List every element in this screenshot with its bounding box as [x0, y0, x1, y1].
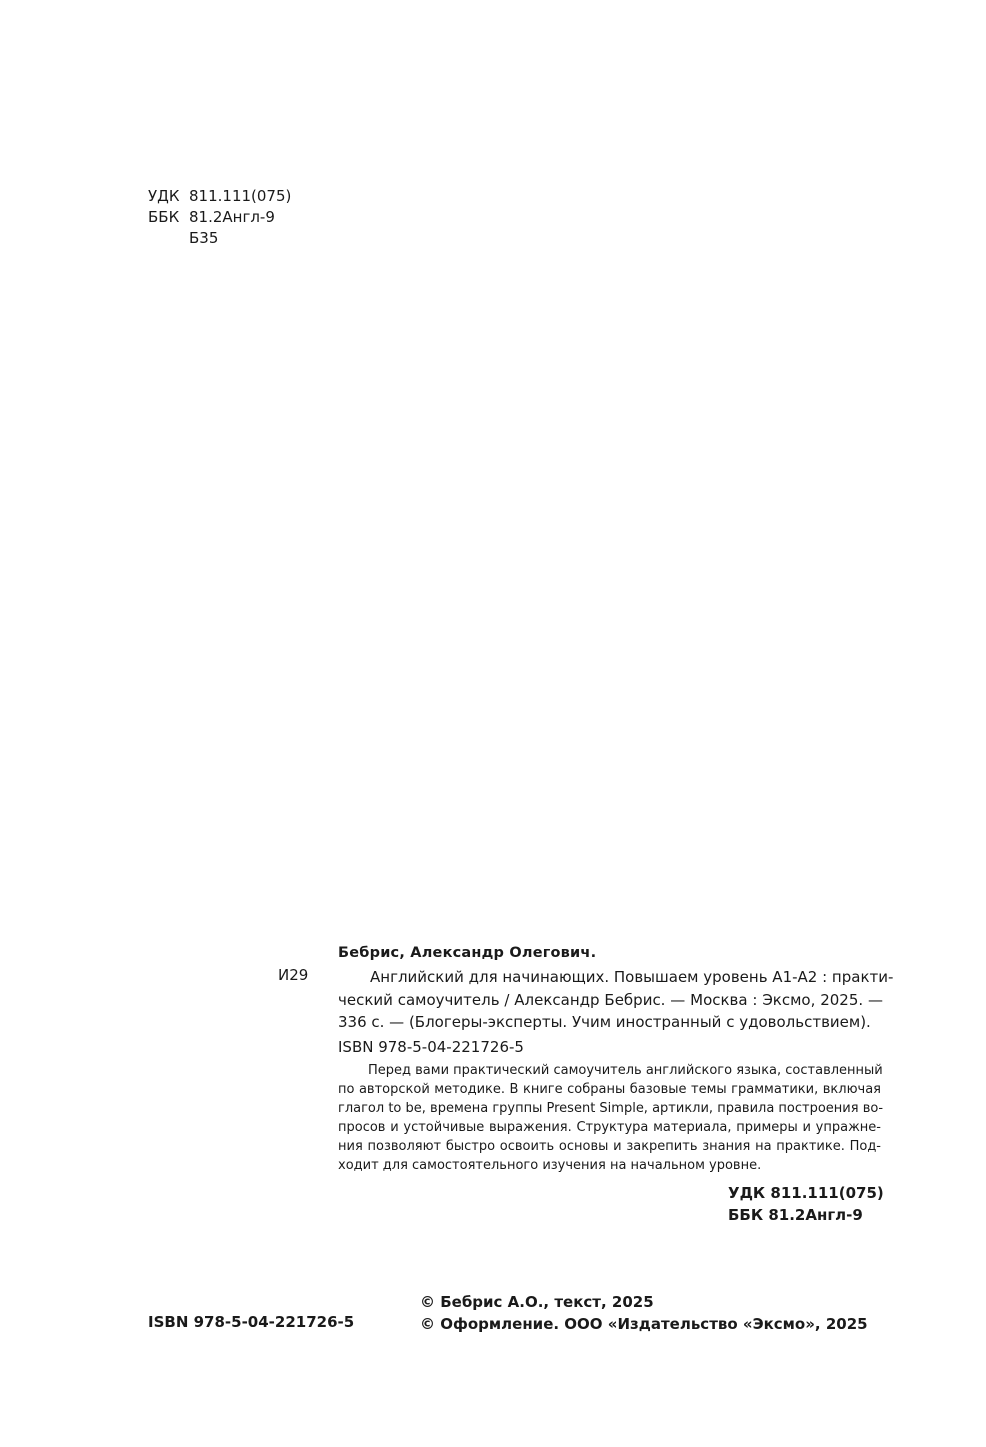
author-sign: Б35 [189, 229, 219, 247]
udk-bold: УДК 811.111(075) [728, 1184, 884, 1202]
author-heading: Бебрис, Александр Олегович. [338, 945, 597, 961]
description-line: ческий самоучитель / Александр Бебрис. — Москва : Эксмо, 2025. — [338, 990, 883, 1009]
udk-label: УДК [148, 187, 180, 205]
isbn-entry: ISBN 978-5-04-221726-5 [338, 1038, 524, 1056]
isbn-bold: ISBN 978-5-04-221726-5 [148, 1313, 355, 1331]
cutter-code: И29 [278, 966, 309, 984]
bbk-bold: ББК 81.2Англ-9 [728, 1206, 863, 1224]
copyright-text: © Бебрис А.О., текст, 2025 [420, 1293, 654, 1311]
udk-value: 811.111(075) [189, 187, 292, 205]
bbk-value: 81.2Англ-9 [189, 208, 275, 226]
annotation-line: по авторской методике. В книге собраны базовые темы грамматики, включая [338, 1082, 881, 1097]
annotation-line: Перед вами практический самоучитель английского языка, составленный [368, 1063, 883, 1078]
description-line: 336 с. — (Блогеры-эксперты. Учим иностранный с удовольствием). [338, 1013, 871, 1031]
annotation-line: ния позволяют быстро освоить основы и закрепить знания на практике. Под- [338, 1139, 881, 1154]
annotation [338, 1061, 884, 1175]
description-line: Английский для начинающих. Повышаем уровень А1-А2 : практи- [370, 968, 894, 986]
bbk-label: ББК [148, 208, 180, 226]
classification-block [148, 186, 291, 249]
copyright-block [420, 1291, 868, 1335]
udk-row [148, 186, 291, 207]
classification-bold-block [728, 1182, 884, 1226]
copyright-design: © Оформление. ООО «Издательство «Эксмо», 2025 [420, 1315, 868, 1333]
bibliographic-description [338, 966, 894, 1034]
bbk-row [148, 207, 291, 228]
author-sign-row [148, 228, 291, 249]
annotation-line: глагол to be, времена группы Present Simple, артикли, правила построения во- [338, 1101, 884, 1116]
annotation-line: просов и устойчивые выражения. Структура материала, примеры и упражне- [338, 1120, 881, 1135]
annotation-line: ходит для самостоятельного изучения на начальном уровне. [338, 1158, 762, 1173]
